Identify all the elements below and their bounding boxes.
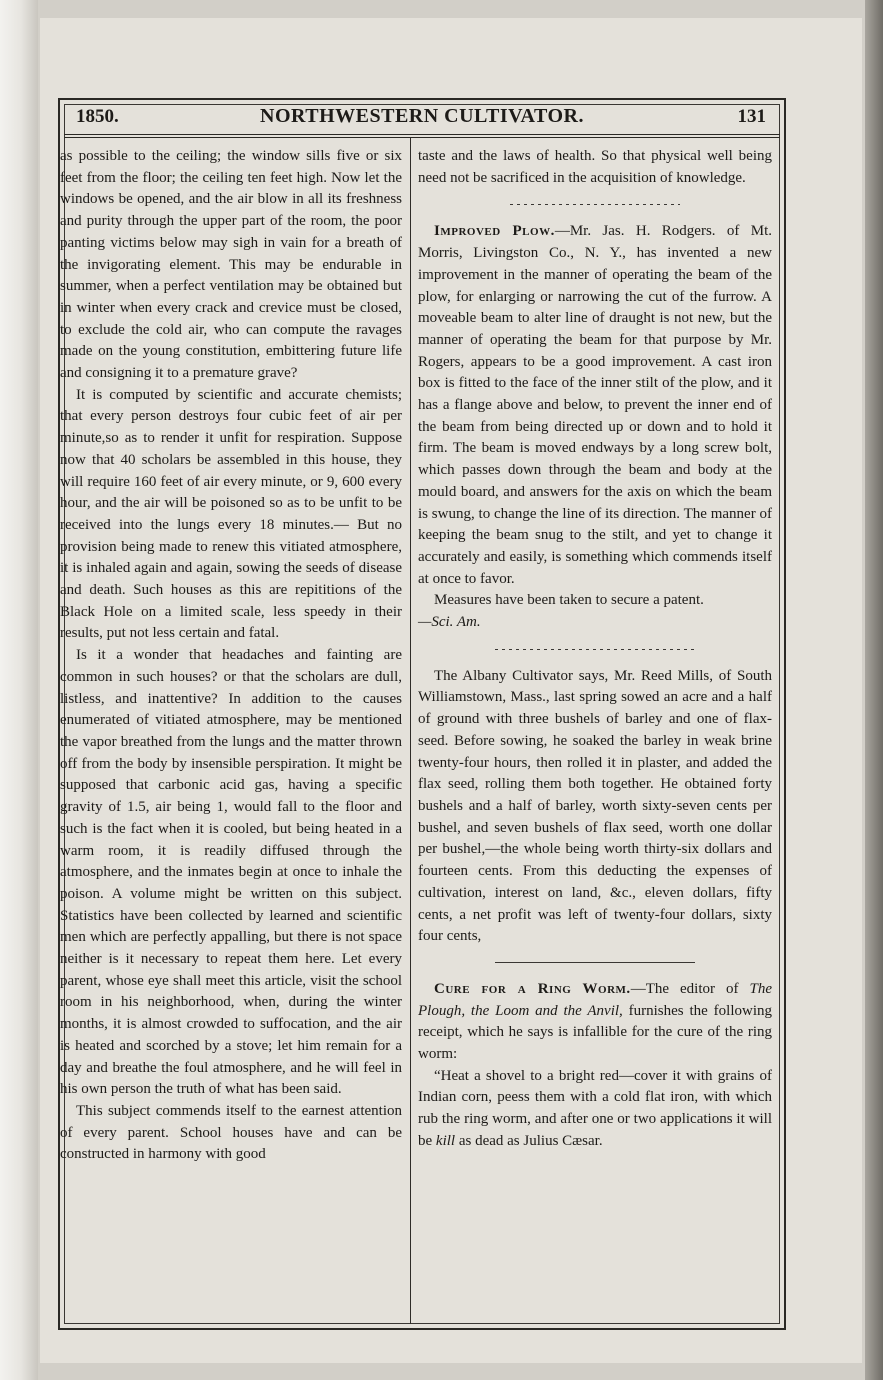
column-divider [410,138,411,1324]
header-title: NORTHWESTERN CULTIVATOR. [260,105,584,127]
ringworm-heading: Cure for a Ring Worm. [434,980,631,997]
binding-edge-right [865,0,883,1380]
ringworm-quote-end: as dead as Julius Cæsar. [455,1132,603,1149]
ringworm-quote [418,1066,772,1153]
section-rule [495,962,695,963]
ringworm-intro: —The editor of [630,980,750,997]
plow-source: —Sci. Am. [418,614,481,631]
header-year: 1850. [76,106,119,127]
plow-article [418,221,772,590]
left-column [60,146,402,1166]
ringworm-article [418,979,772,1066]
header-rule [64,134,780,138]
section-ornament [510,197,680,211]
section-ornament-2 [495,642,695,656]
right-column [418,146,772,1153]
plow-patent-note: Measures have been taken to secure a patent. [434,592,704,609]
plow-body: —Mr. Jas. H. Rodgers. of Mt. Morris, Livingston Co., N. Y., has invented a new improvement in the manner of operating the beam of the plow, for enlarging or narrowing the cut of the furrow. A moveable beam to alter line of draught is not new, but the manner of operating the beam for that purpose by Mr. Rogers, appears to be a good improvement. A cast iron box is fitted to the face of the inner stilt of the plow, and it has a flange above and below, to prevent the inner end of the beam from being directed up or down and to hold it firm. The beam is moved endways by a long screw bolt, which passes down through the beam and body at the mould board, and answers for the axis on which the beam is swung, to change the line of its direction. The manner of keeping the beam snug to the stilt, and yet to change it accurately and easily, is something which commends itself at once to favor. [418,223,772,587]
right-continuation: taste and the laws of health. So that physical well being need not be sacrificed in the acquisition of knowledge. [418,148,772,186]
plow-heading: Improved Plow. [434,223,555,240]
running-header [64,102,780,136]
left-paragraph-4: This subject commends itself to the earnest attention of every parent. School houses have and can be constructed in harmony with good [60,1102,402,1163]
page-number: 131 [737,106,766,127]
ringworm-kill: kill [435,1132,456,1149]
ringworm-intro-rest: furnishes the following receipt, which he says is infallible for the cure of the ring worm: [418,1002,772,1063]
albany-article: The Albany Cultivator says, Mr. Reed Mills, of South Williamstown, Mass., last spring sowed an acre and a half of ground with three bushels of barley and one of flax-seed. Before sowing, he soaked the barley in weak brine twenty-four hours, then rolled it in plaster, and added the flax seed, rolling them both together. He obtained forty bushels and a half of barley, worth sixty-seven cents per bushel, and seven bushels of flax seed, worth one dollar per bushel,—the whole being worth thirty-six dollars and fourteen cents. From this deducting the expenses of cultivation, interest on land, &c., eleven dollars, fifty cents, a net profit was left of twenty-four dollars, sixty four cents, [418,667,772,945]
left-paragraph-2: It is computed by scientific and accurate chemists; that every person destroys four cubic feet of air per minute,so as to render it unfit for respiration. Suppose now that 40 scholars be assembled in this house, they will require 160 feet of air every minute, or 9, 600 every hour, and the air will be poisoned so as to be unfit to be received into the lungs every 18 minutes.— But no provision being made to renew this vitiated atmosphere, it is inhaled again and again, sowing the seeds of disease and death. Such houses as this are repititions of the Black Hole on a limited scale, less speedy in their results, put not less certain and fatal. [60,386,402,642]
binding-edge-left [0,0,38,1380]
left-paragraph-1: as possible to the ceiling; the window sills five or six feet from the floor; the ceiling ten feet high. Now let the windows be opened, and the air blow in all its freshness and purity through the upper part of the room, the poor panting victims below may sigh in vain for a breath of the invigorating element. This may be endurable in summer, when a perfect ventilation may be obtained but in winter when every crack and crevice must be closed, to exclude the cold air, who can compute the ravages made on the young constitution, embittering future life and consigning it to a premature grave? [60,148,402,382]
ringworm-publication: The Plough, the Loom and the Anvil, [418,980,772,1019]
left-paragraph-3: Is it a wonder that headaches and fainting are common in such houses? or that the scholars are dull, listless, and inattentive? In addition to the causes enumerated of vitiated atmosphere, may be mentioned the vapor breathed from the lungs and the matter thrown off from the body by insensible perspiration. It might be supposed that carbonic acid gas, having a specific gravity of 1.5, air being 1, would fall to the floor and such is the fact when it is cooled, but being heated in a warm room, it is readily diffused through the atmosphere, and the inmates begin at once to inhale the poison. A volume might be written on this subject. Statistics have been collected by learned and scientific men which are perfectly appalling, but there is not space neither is it necessary to repeat them here. Let every parent, whose eye shall meet this article, visit the school room in his neighborhood, when, during the winter months, it is almost crowded to suffocation, and the air is heated and scorched by a stove; let him remain for a day and breathe the foul atmosphere, and he will feel in his own person the truth of what has been said. [60,647,402,1098]
ringworm-quote-start: “Heat a shovel to a bright red—cover it with grains of Indian corn, peess them with a cold flat iron, with which rub the ring worm, and after one or two applications it will be [418,1067,772,1149]
